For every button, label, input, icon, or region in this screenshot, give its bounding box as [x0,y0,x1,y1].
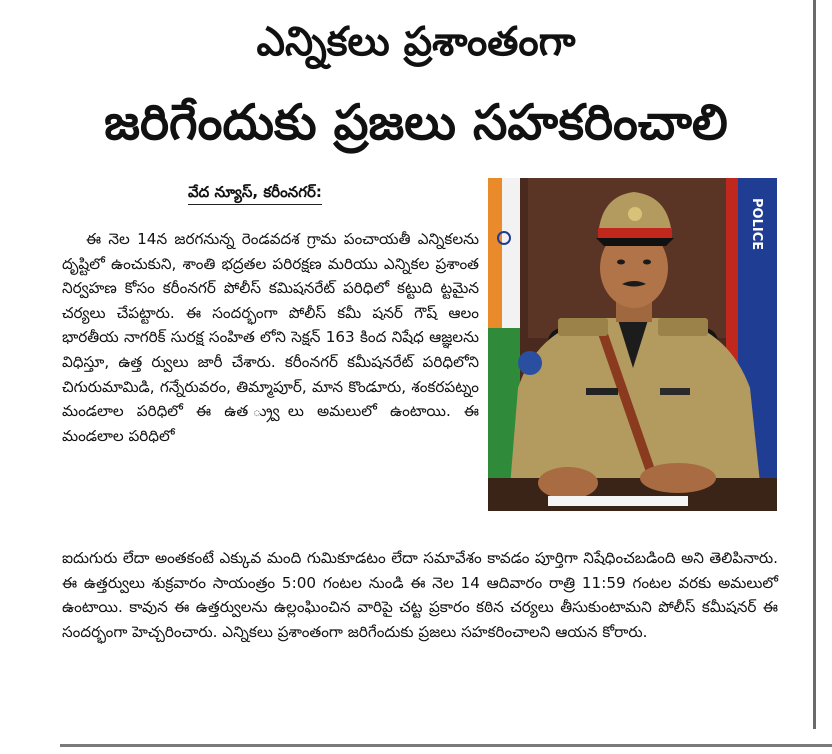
dateline: వేద న్యూస్, కరీంనగర్: [188,181,322,205]
commissioner-photo [488,178,777,511]
bottom-rule [60,744,832,747]
subheadline: ఎన్నికలు ప్రశాంతంగా [256,19,576,65]
paragraph-part-1: ఈ నెల 14న జరగనున్న రెండవదశ గ్రామ పంచాయతీ ఎన్నికలను దృష్టిలో ఉంచుకుని, శాంతి భద్రతల పరిరక్షణ మరియు ఎన్నికల ప్రశాంత నిర్వహణ కోసం కరీంనగర్ పోలీస్ కమిషనరేట్ పరిధిలో కట్టుది ట్టమైన చర్యలు చేపట్టారు. ఈ సందర్భంగా పోలీస్ కమీ షనర్ గౌష్ ఆలం భారతీయ నాగరిక్ సురక్ష సంహిత లోని సెక్షన్ 163 కింద నిషేధ ఆజ్ఞలను విధిస్తూ, ఉత్త ర్వులు జారీ చేశారు. కరీంనగర్ కమీషనరేట్ పరిధిలోని చిగురుమామిడి, గన్నేరువరం, తిమ్మాపూర్, మాన కొండూరు, శంకరపట్నం మండలాల పరిధిలో ఈ ఉత ్ర్వులు అమలులో ఉంటాయి. ఈ మండలాల పరిధిలో [62,230,479,445]
paragraph-part-2: ఐదుగురు లేదా అంతకంటే ఎక్కువ మంది గుమికూడటం లేదా సమావేశం కావడం పూర్తిగా నిషేధించబడింది అని తెలిపినారు. ఈ ఉత్తర్వులు శుక్రవారం సాయంత్రం 5:00 గంటల నుండి ఈ నెల 14 ఆదివారం రాత్రి 11:59 గంటల వరకు అమలులో ఉంటాయి. కావున ఈ ఉత్తర్వులను ఉల్లంఘించిన వారిపై చట్ట ప్రకారం కఠిన చర్యలు తీసుకుంటామని పోలీస్ కమీషనర్ ఈ సందర్భంగా హెచ్చరించారు. ఎన్నికలు ప్రశాంతంగా జరిగేందుకు ప్రజలు సహకరించాలని ఆయన కోరారు. [62,549,778,641]
headline: జరిగేందుకు ప్రజలు సహకరించాలి [104,94,728,151]
article-body-narrow-column [62,227,479,448]
article-body-full-width [62,546,778,644]
police-flag-text: POLICE [749,198,764,251]
